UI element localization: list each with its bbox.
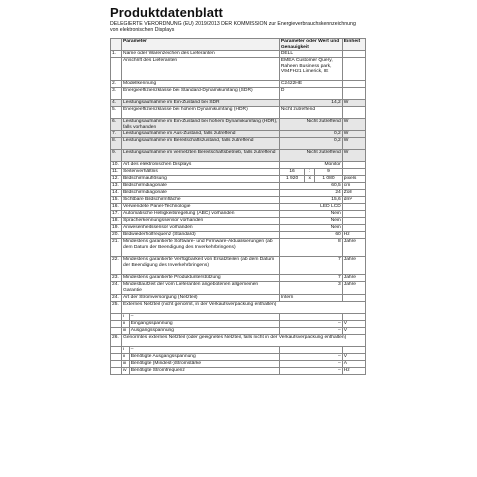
- row-value: 0,2: [279, 131, 342, 138]
- table-row: [111, 138, 366, 150]
- row-number-empty: [111, 313, 122, 320]
- row-value-part: 1 920: [279, 176, 304, 183]
- row-parameter: Mindestlaufzeit der vom Lieferanten angebotenen allgemeinen Garantie: [122, 282, 280, 294]
- row-unit: Jahre: [342, 257, 365, 275]
- table-row: [111, 211, 366, 218]
- row-value: 60: [279, 232, 342, 239]
- table-row: [111, 294, 366, 301]
- row-unit: W: [342, 100, 365, 107]
- table-row: [111, 88, 366, 100]
- table-row: [111, 275, 366, 282]
- table-body: [111, 51, 366, 374]
- row-number: 11.: [111, 169, 122, 176]
- row-number: 26.: [111, 334, 122, 346]
- row-unit: dm²: [342, 197, 365, 204]
- row-unit: W: [342, 131, 365, 138]
- row-number: 1.: [111, 51, 122, 58]
- row-parameter: Energieeffizienzklasse bei hohem Dynamikumfang (HDR): [122, 107, 280, 119]
- row-value-separator: x: [305, 176, 315, 183]
- table-row: [111, 107, 366, 119]
- row-unit: Zoll: [342, 190, 365, 197]
- row-value: Nein: [279, 225, 342, 232]
- subrow-value: –: [279, 320, 342, 327]
- subrow-unit: V: [342, 320, 365, 327]
- row-unit: W: [342, 150, 365, 162]
- row-value: C2422HE: [279, 81, 342, 88]
- row-number: 4.: [111, 100, 122, 107]
- table-subrow: [111, 346, 366, 353]
- row-unit: [342, 225, 365, 232]
- subrow-value: –: [279, 353, 342, 360]
- subrow-value: –: [279, 327, 342, 334]
- row-number-empty: [111, 346, 122, 353]
- row-number: 2.: [111, 81, 122, 88]
- row-unit: Hz: [342, 232, 365, 239]
- subrow-parameter: Benötigte Ausgangsspannung: [129, 353, 279, 360]
- subrow-index: iii: [122, 360, 130, 367]
- row-unit: [342, 81, 365, 88]
- row-unit: W: [342, 119, 365, 131]
- row-parameter: Leistungsaufnahme im Aus-Zustand, falls zutreffend: [122, 131, 280, 138]
- row-number: 22.: [111, 257, 122, 275]
- row-parameter: Externes Netzteil (nicht genormt, in der Verkaufsverpackung enthalten): [122, 301, 366, 313]
- table-subrow: [111, 313, 366, 320]
- subrow-value: –: [279, 360, 342, 367]
- row-unit: [342, 88, 365, 100]
- row-value: Nicht zutreffend: [279, 107, 342, 119]
- row-value: Nein: [279, 218, 342, 225]
- row-parameter: Bildschirmdiagonale: [122, 190, 280, 197]
- table-row: [111, 218, 366, 225]
- table-row: [111, 183, 366, 190]
- page-title: Produktdatenblatt: [110, 5, 223, 20]
- subrow-unit: V: [342, 353, 365, 360]
- table-row: [111, 239, 366, 257]
- table-row: [111, 334, 366, 346]
- subrow-value: [279, 313, 342, 320]
- subrow-parameter: Eingangsspannung: [129, 320, 279, 327]
- table-row: [111, 282, 366, 294]
- subrow-index: i: [122, 313, 130, 320]
- table-row: [111, 232, 366, 239]
- table-subrow: [111, 320, 366, 327]
- row-value-separator: :: [305, 169, 315, 176]
- row-unit: [342, 169, 365, 176]
- table-row: [111, 257, 366, 275]
- row-unit: [342, 107, 365, 119]
- row-number: 5.: [111, 107, 122, 119]
- row-value: 3: [279, 282, 342, 294]
- row-parameter: Modellkennung: [122, 81, 280, 88]
- row-value: Intern: [279, 294, 342, 301]
- table-row: [111, 51, 366, 58]
- row-parameter: Bildschirmdiagonale: [122, 183, 280, 190]
- subrow-value: –: [279, 367, 342, 374]
- row-parameter: Mindestens garantierte Verfügbarkeit von Ersatzteilen (ab dem Datum der Beendigung des Inverkehrbringens): [122, 257, 280, 275]
- row-parameter: Leistungsaufnahme im Ein-Zustand bei SDR: [122, 100, 280, 107]
- header-parameter: Parameter: [122, 39, 280, 51]
- table-row: [111, 176, 366, 183]
- table-row: [111, 150, 366, 162]
- row-parameter: Art des elektronischen Displays: [122, 162, 280, 169]
- row-unit: Jahre: [342, 282, 365, 294]
- row-number: 19.: [111, 225, 122, 232]
- row-parameter: Spracherkennungssensor vorhanden: [122, 218, 280, 225]
- subrow-index: iv: [122, 367, 130, 374]
- subrow-unit: [342, 346, 365, 353]
- row-parameter: Anwesenheitssensor vorhanden: [122, 225, 280, 232]
- row-value: 7: [279, 257, 342, 275]
- row-value: 0,2: [279, 138, 342, 150]
- subrow-index: ii: [122, 320, 130, 327]
- row-number: 10.: [111, 162, 122, 169]
- row-number: 7.: [111, 131, 122, 138]
- row-unit: Jahre: [342, 275, 365, 282]
- table-row: [111, 100, 366, 107]
- row-value: Nicht zutreffend: [279, 150, 342, 162]
- row-number: 12.: [111, 176, 122, 183]
- table-row: [111, 119, 366, 131]
- subrow-index: i: [122, 346, 130, 353]
- table-row: [111, 190, 366, 197]
- subrow-parameter: Ausgangsspannung: [129, 327, 279, 334]
- row-number-empty: [111, 360, 122, 367]
- subrow-index: ii: [122, 353, 130, 360]
- row-value: 60,5: [279, 183, 342, 190]
- row-unit: cm: [342, 183, 365, 190]
- row-value: Nein: [279, 211, 342, 218]
- row-parameter: Energieeffizienzklasse bei Standard-Dynamikumfang (SDR): [122, 88, 280, 100]
- row-value: 14,2: [279, 100, 342, 107]
- table-row: [111, 58, 366, 81]
- row-parameter: Leistungsaufnahme im Bereitschaftszustand, falls zutreffend: [122, 138, 280, 150]
- row-unit: Jahre: [342, 239, 365, 257]
- table-row: [111, 81, 366, 88]
- row-number: 18.: [111, 218, 122, 225]
- table-row: [111, 162, 366, 169]
- row-number: 23.: [111, 275, 122, 282]
- row-parameter: Seitenverhältnis: [122, 169, 280, 176]
- row-number: 21.: [111, 239, 122, 257]
- row-unit: [342, 162, 365, 169]
- table-row: [111, 301, 366, 313]
- subrow-unit: V: [342, 327, 365, 334]
- row-parameter: Leistungsaufnahme im vernetzten Bereitschaftsbetrieb, falls zutreffend: [122, 150, 280, 162]
- row-number-empty: [111, 353, 122, 360]
- row-number: 25.: [111, 301, 122, 313]
- row-parameter: Name oder Warenzeichen des Lieferanten: [122, 51, 280, 58]
- row-unit: [342, 211, 365, 218]
- subrow-value: [279, 346, 342, 353]
- row-number: 24.: [111, 294, 122, 301]
- row-parameter: Art der Stromversorgung (Netzteil): [122, 294, 280, 301]
- regulation-subtitle: DELEGIERTE VERORDNUNG (EU) 2019/2013 DER KOMMISSION zur Energieverbrauchskennzeichnung von elektronischen Displays: [110, 21, 356, 34]
- row-value: 15,6: [279, 197, 342, 204]
- subrow-unit: Hz: [342, 367, 365, 374]
- row-number: 14.: [111, 190, 122, 197]
- row-number-empty: [111, 320, 122, 327]
- row-unit: [342, 204, 365, 211]
- table-row: [111, 225, 366, 232]
- row-parameter: Verwendete Panel-Technologie: [122, 204, 280, 211]
- row-value: Monitor: [279, 162, 342, 169]
- row-unit: [342, 58, 365, 81]
- row-value: 8: [279, 239, 342, 257]
- subrow-unit: [342, 313, 365, 320]
- row-number: 13.: [111, 183, 122, 190]
- subrow-parameter: –: [129, 313, 279, 320]
- header-value: Parameter oder Wert und Genauigkeit: [279, 39, 342, 51]
- row-number: 17.: [111, 211, 122, 218]
- data-sheet-table: [110, 38, 366, 375]
- row-parameter: Automatische Helligkeitsregelung (ABC) vorhanden: [122, 211, 280, 218]
- row-unit: W: [342, 138, 365, 150]
- row-number: 16.: [111, 204, 122, 211]
- row-parameter: Anschrift des Lieferanten: [122, 58, 280, 81]
- row-parameter: Bildwiederholfrequenz (Standard): [122, 232, 280, 239]
- row-value: D: [279, 88, 342, 100]
- row-number: 15.: [111, 197, 122, 204]
- row-parameter: Leistungsaufnahme im Ein-Zustand bei hohem Dynamikumfang (HDR), falls vorhanden: [123, 119, 278, 130]
- row-value: 24: [279, 190, 342, 197]
- row-number: 8.: [111, 138, 122, 150]
- row-number-empty: [111, 327, 122, 334]
- row-number: 6.: [111, 119, 122, 131]
- row-value-part: 1 080: [315, 176, 343, 183]
- row-parameter: Mindestens garantierte Software- und Firmware-Aktualisierungen (ab dem Datum der Beendigung des Inverkehrbringens): [122, 239, 280, 257]
- table-row: [111, 204, 366, 211]
- row-parameter: Genormtes externes Netzteil (oder geeignetes Netzteil, falls nicht in der Verkaufsverpackung enthalten): [122, 334, 366, 346]
- row-parameter: Sichtbare Bildschirmfläche: [122, 197, 280, 204]
- subrow-parameter: Benötigte Stromfrequenz: [129, 367, 279, 374]
- table-subrow: [111, 353, 366, 360]
- row-number: 9.: [111, 150, 122, 162]
- row-value: Nicht zutreffend: [279, 119, 342, 131]
- table-subrow: [111, 367, 366, 374]
- subrow-parameter: –: [129, 346, 279, 353]
- row-number: 20.: [111, 232, 122, 239]
- subrow-unit: A: [342, 360, 365, 367]
- table-subrow: [111, 360, 366, 367]
- subrow-parameter: Benötigte (Mindest-)Stromstärke: [129, 360, 279, 367]
- row-parameter: Bildschirmauflösung: [122, 176, 280, 183]
- row-value: DELL: [279, 51, 342, 58]
- row-value: EMEA Customer Query, Raheen Business park, V94FH21 Limerick, IE: [279, 58, 342, 81]
- row-number: [111, 58, 122, 81]
- table-row: [111, 131, 366, 138]
- table-subrow: [111, 327, 366, 334]
- row-unit: [342, 294, 365, 301]
- table-row: [111, 169, 366, 176]
- row-number: 3.: [111, 88, 122, 100]
- row-value: LED LCD: [279, 204, 342, 211]
- row-unit: pixels: [342, 176, 365, 183]
- row-parameter: Mindestens garantierte Produktunterstützung: [122, 275, 280, 282]
- row-number: 24.: [111, 282, 122, 294]
- row-value-part: 16: [279, 169, 304, 176]
- table-row: [111, 197, 366, 204]
- row-number-empty: [111, 367, 122, 374]
- row-value-part: 9: [315, 169, 343, 176]
- row-unit: [342, 51, 365, 58]
- subrow-index: iii: [122, 327, 130, 334]
- row-value: 7: [279, 275, 342, 282]
- header-unit: Einheit: [342, 39, 365, 51]
- row-unit: [342, 218, 365, 225]
